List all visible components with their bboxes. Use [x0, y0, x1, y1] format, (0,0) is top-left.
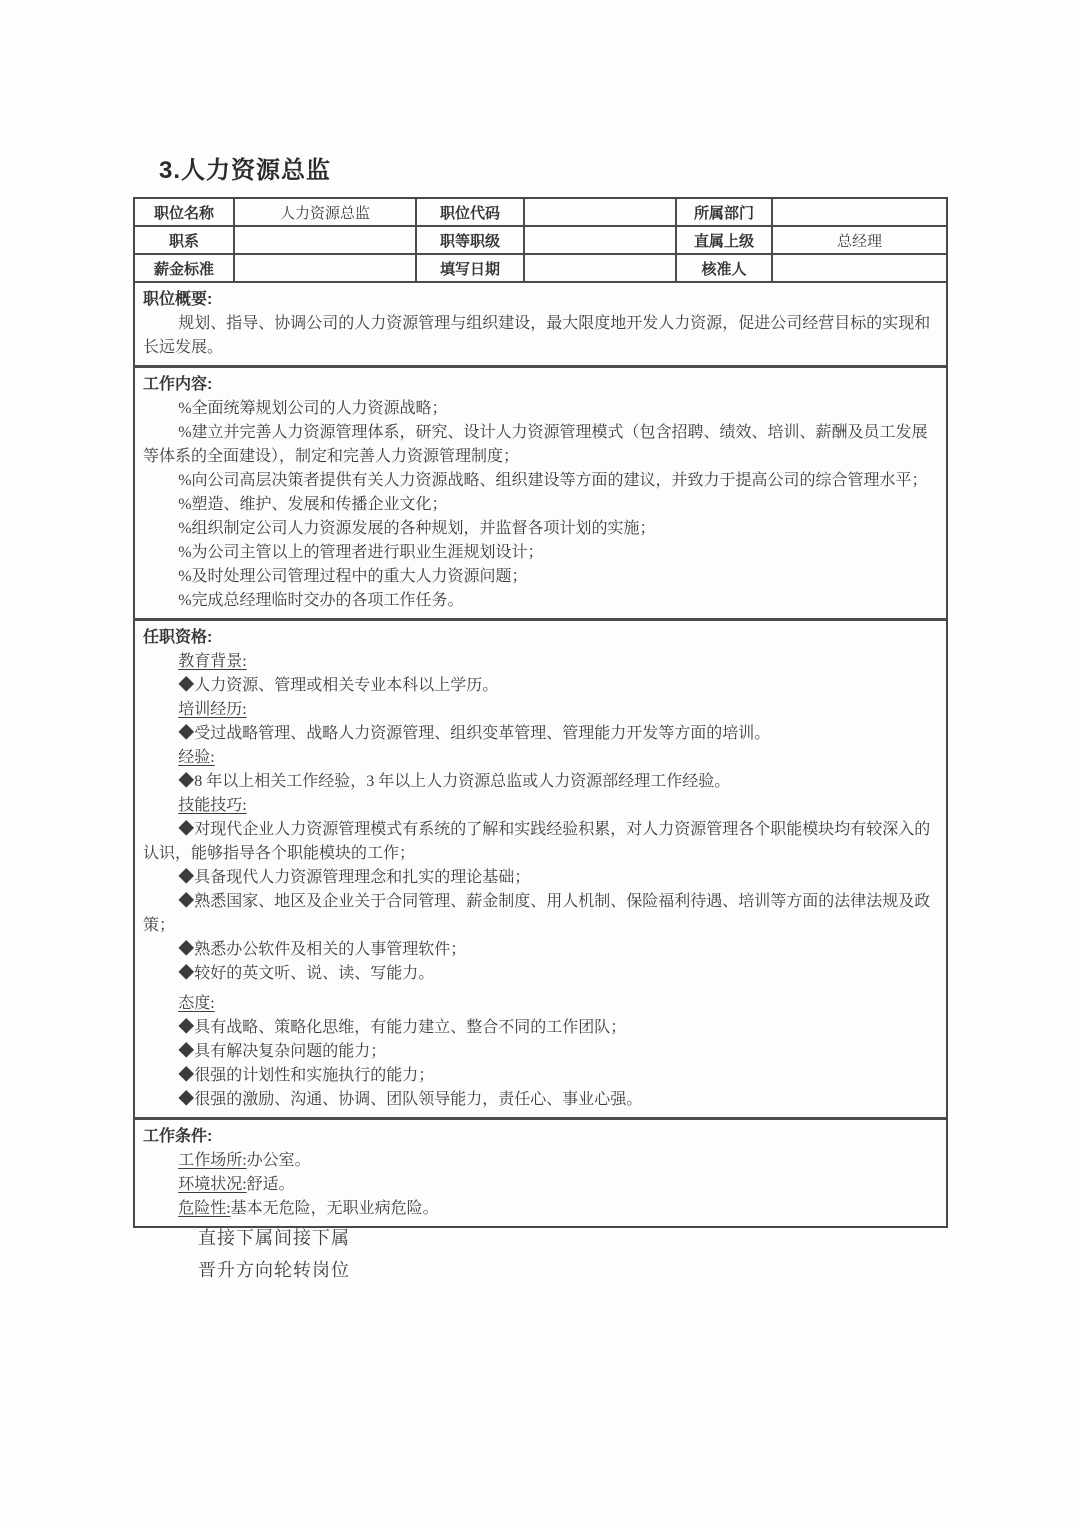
section-summary [135, 283, 946, 365]
position-code-label: 职位代码 [417, 199, 525, 227]
salary-standard-label: 薪金标准 [135, 255, 235, 283]
qualification-group-education [143, 650, 938, 698]
section-qualifications [135, 618, 946, 1117]
section-duties [135, 365, 946, 618]
summary-heading: 职位概要: [143, 291, 213, 308]
fill-date-label: 填写日期 [417, 255, 525, 283]
duties-heading: 工作内容: [143, 376, 213, 393]
qualification-group-experience [143, 746, 938, 794]
condition-entry [143, 1173, 938, 1197]
qualification-item: ◆很强的激励、沟通、协调、团队领导能力，责任心、事业心强。 [178, 1091, 643, 1108]
environment-value: 舒适。 [246, 1176, 295, 1193]
qualification-group-attitude [143, 992, 938, 1112]
footer-note-line: 直接下属间接下属 [198, 1228, 350, 1248]
direct-superior-label: 直属上级 [677, 227, 773, 255]
training-label: 培训经历: [178, 701, 247, 718]
duty-item: %向公司高层决策者提供有关人力资源战略、组织建设等方面的建议，并致力于提高公司的综合管理水平； [178, 472, 928, 489]
environment-label: 环境状况: [178, 1176, 247, 1193]
qualification-group-training [143, 698, 938, 746]
qualification-item: ◆具有战略、策略化思维，有能力建立、整合不同的工作团队； [178, 1019, 627, 1036]
position-code-value [525, 199, 677, 227]
qualification-item: ◆人力资源、管理或相关专业本科以上学历。 [178, 677, 499, 694]
duty-item: %全面统筹规划公司的人力资源战略； [178, 400, 448, 417]
group-label [143, 698, 938, 722]
qualification-item: ◆具备现代人力资源管理理念和扎实的理论基础； [178, 869, 531, 886]
risk-value: 基本无危险，无职业病危险。 [230, 1200, 439, 1217]
fill-date-value [525, 255, 677, 283]
risk-label: 危险性: [178, 1200, 231, 1217]
job-family-value [235, 227, 417, 255]
qualification-item: ◆对现代企业人力资源管理模式有系统的了解和实践经验积累，对人力资源管理各个职能模块均有较深入的认识，能够指导各个职能模块的工作； [143, 821, 931, 862]
direct-superior-value: 总经理 [773, 227, 946, 255]
approver-label: 核准人 [677, 255, 773, 283]
experience-label: 经验: [178, 749, 215, 766]
approver-value [773, 255, 946, 283]
attitude-label: 态度: [178, 995, 215, 1012]
group-label [143, 746, 938, 770]
section-conditions [135, 1117, 946, 1226]
conditions-heading: 工作条件: [143, 1128, 213, 1145]
duty-item: %塑造、维护、发展和传播企业文化； [178, 496, 448, 513]
education-label: 教育背景: [178, 653, 247, 670]
duty-item: %完成总经理临时交办的各项工作任务。 [178, 592, 464, 609]
job-family-label: 职系 [135, 227, 235, 255]
job-grade-value [525, 227, 677, 255]
condition-entry [143, 1149, 938, 1173]
workplace-value: 办公室。 [246, 1152, 311, 1169]
duty-item: %组织制定公司人力资源发展的各种规划，并监督各项计划的实施； [178, 520, 656, 537]
skills-label: 技能技巧: [178, 797, 247, 814]
qualification-item: ◆8 年以上相关工作经验，3 年以上人力资源总监或人力资源部经理工作经验。 [178, 773, 731, 790]
position-name-label: 职位名称 [135, 199, 235, 227]
duty-item: %建立并完善人力资源管理体系，研究、设计人力资源管理模式（包含招聘、绩效、培训、薪酬及员工发展等体系的全面建设），制定和完善人力资源管理制度； [143, 424, 928, 465]
summary-body: 规划、指导、协调公司的人力资源管理与组织建设，最大限度地开发人力资源，促进公司经营目标的实现和长远发展。 [143, 315, 931, 356]
job-description-table [133, 197, 948, 1228]
qualification-item: ◆熟悉办公软件及相关的人事管理软件； [178, 941, 467, 958]
qualification-item: ◆受过战略管理、战略人力资源管理、组织变革管理、管理能力开发等方面的培训。 [178, 725, 771, 742]
footer-note-line: 晋升方向轮转岗位 [198, 1260, 350, 1280]
condition-entry [143, 1197, 938, 1221]
job-info-grid [135, 199, 946, 283]
department-value [773, 199, 946, 227]
workplace-label: 工作场所: [178, 1152, 247, 1169]
department-label: 所属部门 [677, 199, 773, 227]
qualification-item: ◆具有解决复杂问题的能力； [178, 1043, 387, 1060]
position-name-value: 人力资源总监 [235, 199, 417, 227]
duty-item: %及时处理公司管理过程中的重大人力资源问题； [178, 568, 528, 585]
page-title: 3.人力资源总监 [159, 157, 332, 185]
qualification-item: ◆很强的计划性和实施执行的能力； [178, 1067, 435, 1084]
qualification-group-skills [143, 794, 938, 986]
group-label [143, 992, 938, 1016]
job-grade-label: 职等职级 [417, 227, 525, 255]
salary-standard-value [235, 255, 417, 283]
qualification-item: ◆熟悉国家、地区及企业关于合同管理、薪金制度、用人机制、保险福利待遇、培训等方面的法律法规及政策； [143, 893, 931, 934]
group-label [143, 794, 938, 818]
qualifications-heading: 任职资格: [143, 629, 213, 646]
footer-notes [198, 1222, 350, 1286]
qualification-item: ◆较好的英文听、说、读、写能力。 [178, 965, 435, 982]
group-label [143, 650, 938, 674]
duty-item: %为公司主管以上的管理者进行职业生涯规划设计； [178, 544, 544, 561]
